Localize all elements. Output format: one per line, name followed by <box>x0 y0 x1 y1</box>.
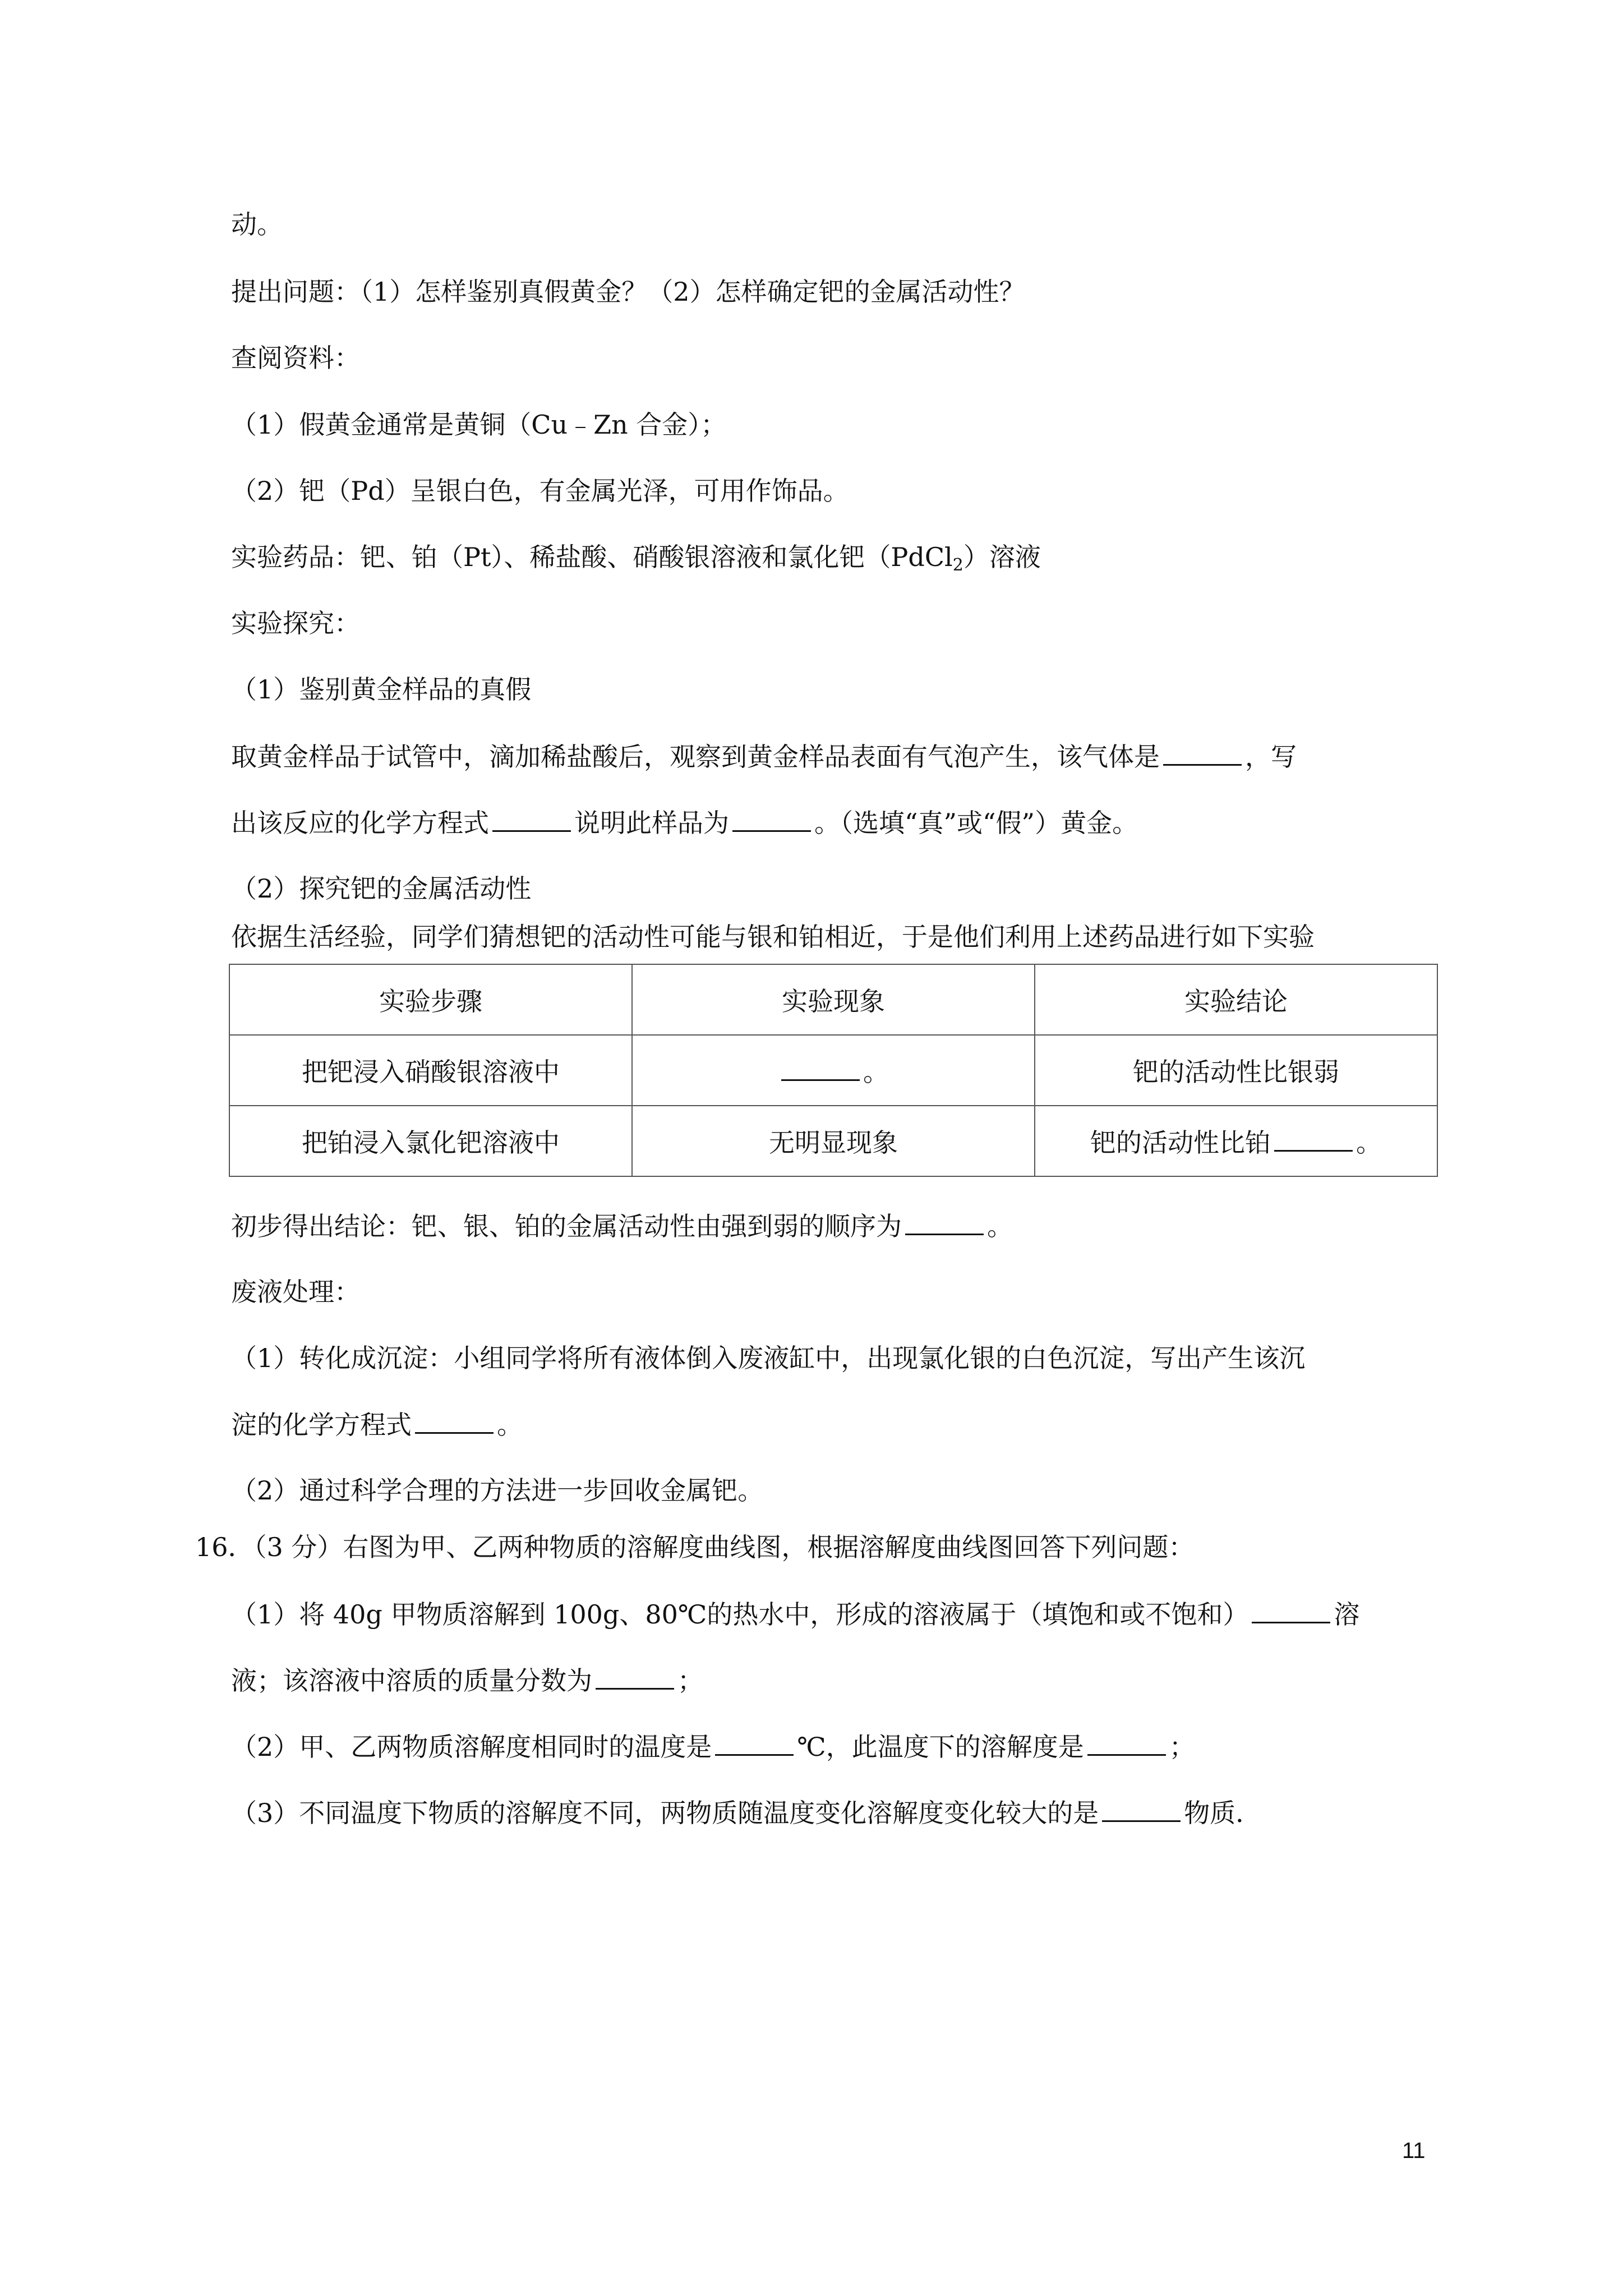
answer-blank[interactable] <box>1087 1729 1166 1756</box>
text-span: 查阅资料： <box>231 343 360 373</box>
answer-blank[interactable] <box>596 1663 674 1690</box>
text-span: 取黄金样品于试管中，滴加稀盐酸后，观察到黄金样品表面有气泡产生，该气体是 <box>231 742 1160 772</box>
text-line <box>231 1407 523 1442</box>
table-header-cell: 实验结论 <box>1035 964 1437 1035</box>
answer-blank[interactable] <box>1274 1125 1353 1152</box>
text-span: （1）鉴别黄金样品的真假 <box>231 674 532 705</box>
subscript: 2 <box>952 555 963 575</box>
text-line <box>231 208 283 241</box>
text-span: ℃，此温度下的溶解度是 <box>797 1732 1084 1762</box>
text-line <box>231 806 1138 840</box>
text-span: 。 <box>863 1057 889 1087</box>
text-span: 实验探究： <box>231 608 360 638</box>
text-span: （1）将 40g 甲物质溶解到 100g、80℃的热水中，形成的溶液属于（填饱和或不饱和） <box>231 1599 1249 1630</box>
text-span: 出该反应的化学方程式 <box>231 808 489 838</box>
text-span: 物质． <box>1184 1798 1262 1828</box>
text-span: （1）假黄金通常是黄铜（Cu﹣Zn 合金）； <box>231 409 727 440</box>
answer-blank[interactable] <box>415 1407 494 1434</box>
table-row <box>229 1035 1437 1106</box>
text-span: 依据生活经验，同学们猜想钯的活动性可能与银和铂相近，于是他们利用上述药品进行如下实验 <box>231 922 1315 952</box>
table-cell: 把钯浸入硝酸银溶液中 <box>229 1035 632 1106</box>
text-span: 。（选填“真”或“假”）黄金。 <box>814 808 1138 838</box>
table-cell: 把铂浸入氯化钯溶液中 <box>229 1106 632 1176</box>
page-number: 11 <box>1402 2138 1426 2163</box>
section-heading <box>231 1275 360 1309</box>
text-span: 。 <box>1356 1128 1382 1158</box>
text-span: ，写 <box>1245 742 1297 772</box>
answer-blank[interactable] <box>1252 1597 1330 1623</box>
text-line <box>231 920 1315 954</box>
text-span: 提出问题：（1）怎样鉴别真假黄金？（2）怎样确定钯的金属活动性？ <box>231 277 1025 307</box>
table-row <box>229 1106 1437 1176</box>
question-16 <box>195 1530 1194 1564</box>
text-line <box>231 474 849 508</box>
answer-blank[interactable] <box>715 1729 794 1756</box>
section-heading <box>231 606 360 640</box>
answer-blank[interactable] <box>492 806 571 832</box>
table-cell: 无明显现象 <box>632 1106 1035 1176</box>
text-line <box>231 408 726 441</box>
text-line <box>231 1663 703 1697</box>
text-span: 动。 <box>231 209 283 240</box>
text-span: （1）转化成沉淀：小组同学将所有液体倒入废液缸中，出现氯化银的白色沉淀，写出产生该沉 <box>231 1343 1306 1373</box>
text-span: ； <box>677 1665 703 1696</box>
table-header-cell: 实验现象 <box>632 964 1035 1035</box>
text-span: 液；该溶液中溶质的质量分数为 <box>231 1665 592 1696</box>
text-line <box>231 739 1297 774</box>
text-line <box>231 1796 1261 1830</box>
text-span: 说明此样品为 <box>574 808 729 838</box>
text-span: （2）钯（Pd）呈银白色，有金属光泽，可用作饰品。 <box>231 476 849 506</box>
text-line <box>231 1597 1359 1631</box>
text-line <box>231 540 1041 582</box>
text-span: 。 <box>987 1211 1013 1241</box>
text-span: 初步得出结论：钯、银、铂的金属活动性由强到弱的顺序为 <box>231 1211 902 1241</box>
text-line <box>231 1341 1305 1375</box>
text-span: ； <box>1169 1732 1195 1762</box>
table-cell: 钯的活动性比银弱 <box>1035 1035 1437 1106</box>
text-span: （2）通过科学合理的方法进一步回收金属钯。 <box>231 1475 764 1506</box>
text-span: （3）不同温度下物质的溶解度不同，两物质随温度变化溶解度变化较大的是 <box>231 1798 1099 1828</box>
answer-blank[interactable] <box>1163 739 1242 766</box>
text-span: 钯的活动性比铂 <box>1090 1128 1271 1158</box>
question-prompt <box>231 275 1025 309</box>
text-line <box>231 1474 763 1507</box>
answer-blank[interactable] <box>905 1209 984 1235</box>
text-line <box>231 673 531 706</box>
experiment-table <box>229 964 1438 1177</box>
text-span: 废液处理： <box>231 1277 360 1307</box>
text-span: （2）探究钯的金属活动性 <box>231 873 532 904</box>
text-span: 16．（3 分）右图为甲、乙两种物质的溶解度曲线图，根据溶解度曲线图回答下列问题： <box>195 1532 1195 1562</box>
table-header-cell: 实验步骤 <box>229 964 632 1035</box>
text-line <box>231 872 531 905</box>
text-span: 溶 <box>1334 1599 1360 1630</box>
text-line <box>231 1209 1013 1243</box>
section-heading <box>231 341 360 375</box>
answer-blank[interactable] <box>732 806 811 832</box>
answer-blank[interactable] <box>781 1055 860 1081</box>
text-span: ）溶液 <box>963 542 1041 572</box>
table-cell <box>1035 1106 1437 1176</box>
text-span: （2）甲、乙两物质溶解度相同时的温度是 <box>231 1732 712 1762</box>
text-span: 。 <box>497 1410 523 1440</box>
table-cell <box>632 1035 1035 1106</box>
text-span: 实验药品：钯、铂（Pt）、稀盐酸、硝酸银溶液和氯化钯（PdCl <box>231 542 953 572</box>
text-span: 淀的化学方程式 <box>231 1410 412 1440</box>
answer-blank[interactable] <box>1102 1796 1181 1822</box>
table-header-row <box>229 964 1437 1035</box>
text-line <box>231 1729 1195 1764</box>
